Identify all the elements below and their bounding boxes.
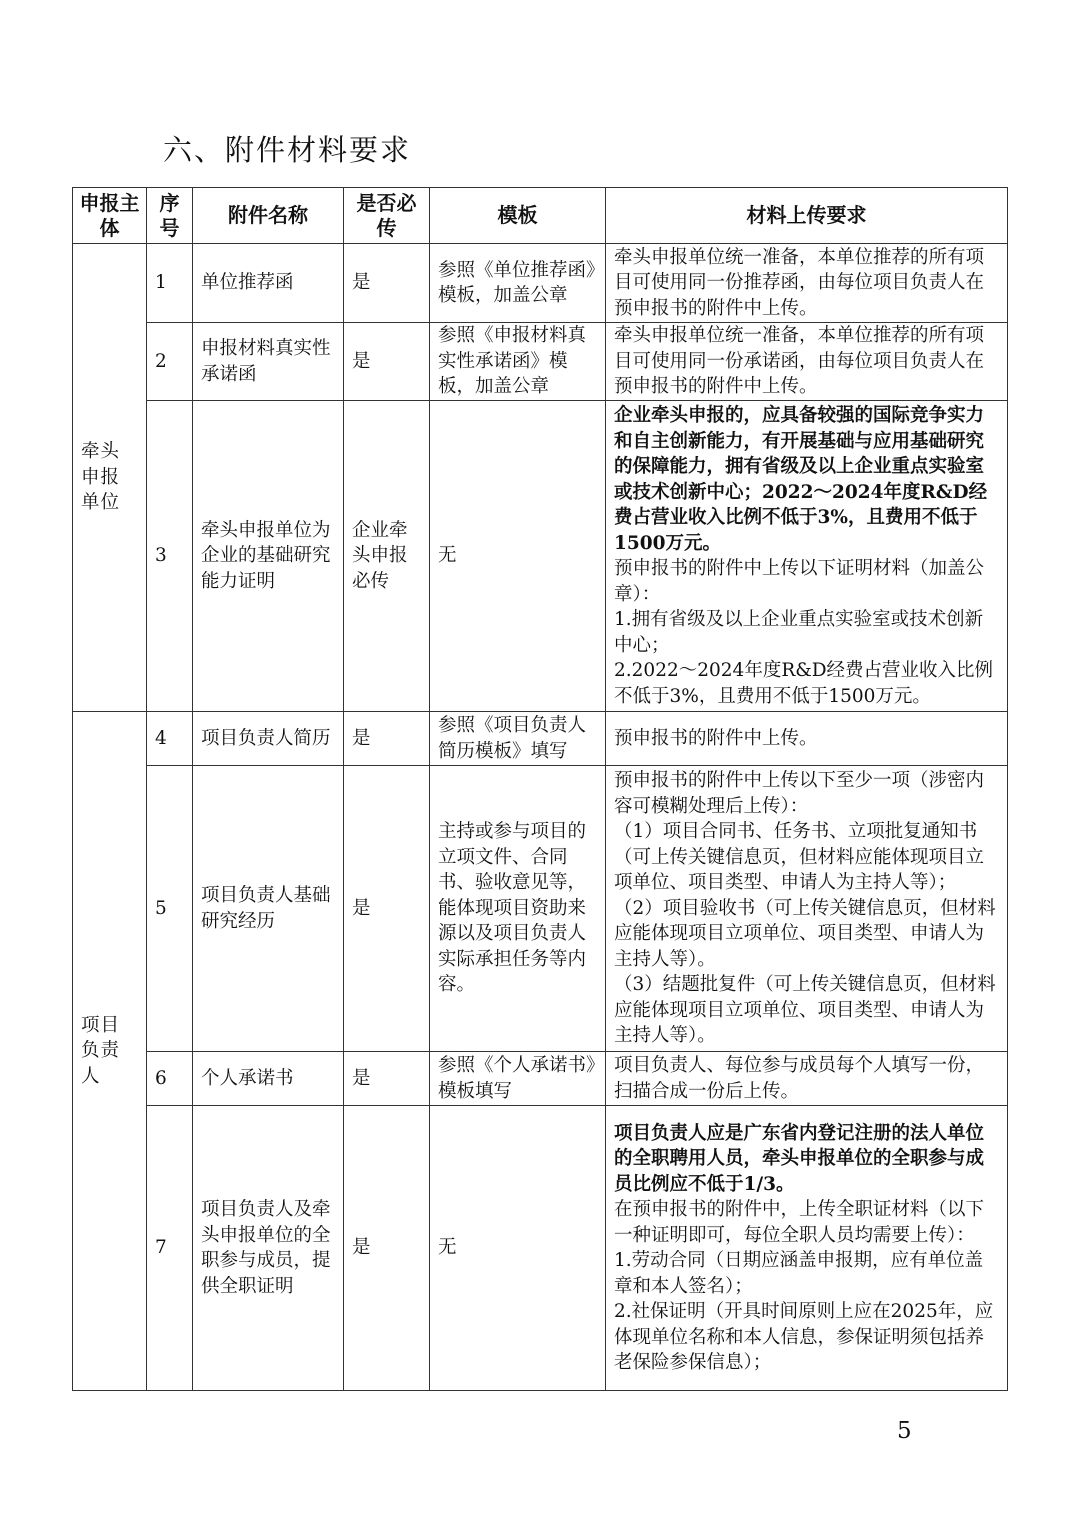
upload-text: 牵头申报单位统一准备，本单位推荐的所有项目可使用同一份承诺函，由每位项目负责人在预申报书的附件中上传。	[614, 325, 985, 398]
upload-text: 2.2022～2024年度R&D经费占营业收入比例不低于3%，且费用不低于1500万元。	[614, 660, 994, 707]
seq-cell: 7	[147, 1106, 193, 1391]
name-cell: 单位推荐函	[193, 244, 344, 323]
upload-cell	[606, 401, 1008, 712]
upload-text: 2.社保证明（开具时间原则上应在2025年，应体现单位名称和本人信息，参保证明须包括养老保险参保信息）；	[614, 1301, 994, 1373]
upload-text: 1.劳动合同（日期应涵盖申报期，应有单位盖章和本人签名）；	[614, 1250, 984, 1297]
template-cell: 参照《项目负责人简历模板》填写	[430, 712, 606, 766]
required-cell: 是	[344, 712, 430, 766]
header-subject: 申报主体	[73, 188, 147, 244]
template-cell: 参照《申报材料真实性承诺函》模板，加盖公章	[430, 323, 606, 401]
template-cell: 无	[430, 1106, 606, 1391]
table-row	[73, 244, 1008, 323]
header-required: 是否必传	[344, 188, 430, 244]
upload-cell	[606, 323, 1008, 401]
attachment-requirements-table	[72, 187, 1008, 1391]
table-row	[73, 766, 1008, 1052]
name-cell: 申报材料真实性承诺函	[193, 323, 344, 401]
upload-cell	[606, 1106, 1008, 1391]
required-cell: 是	[344, 244, 430, 323]
upload-emphasis: 企业牵头申报的，应具备较强的国际竞争实力和自主创新能力，有开展基础与应用基础研究的保障能力，拥有省级及以上企业重点实验室或技术创新中心；2022～2024年度R&D经费占营业收入比例不低于3%，且费用不低于1500万元。	[614, 405, 988, 554]
required-cell: 是	[344, 766, 430, 1052]
upload-text: 1.拥有省级及以上企业重点实验室或技术创新中心；	[614, 609, 984, 656]
template-cell: 参照《个人承诺书》模板填写	[430, 1052, 606, 1106]
template-cell: 主持或参与项目的立项文件、合同书、验收意见等，能体现项目资助来源以及项目负责人实际承担任务等内容。	[430, 766, 606, 1052]
upload-cell	[606, 1052, 1008, 1106]
name-cell: 项目负责人及牵头申报单位的全职参与成员，提供全职证明	[193, 1106, 344, 1391]
template-cell: 无	[430, 401, 606, 712]
table-row	[73, 712, 1008, 766]
table-row	[73, 1052, 1008, 1106]
upload-text: 在预申报书的附件中，上传全职证材料（以下一种证明即可，每位全职人员均需要上传）：	[614, 1199, 985, 1246]
seq-cell: 5	[147, 766, 193, 1052]
name-cell: 项目负责人简历	[193, 712, 344, 766]
subject-cell: 项目负责人	[73, 712, 147, 1391]
header-template: 模板	[430, 188, 606, 244]
upload-text: 预申报书的附件中上传以下证明材料（加盖公章）：	[614, 558, 985, 605]
table-header-row	[73, 188, 1008, 244]
seq-cell: 6	[147, 1052, 193, 1106]
table-row	[73, 1106, 1008, 1391]
section-heading: 六、附件材料要求	[163, 133, 412, 167]
table-row	[73, 401, 1008, 712]
name-cell: 项目负责人基础研究经历	[193, 766, 344, 1052]
header-upload: 材料上传要求	[606, 188, 1008, 244]
required-cell: 是	[344, 323, 430, 401]
seq-cell: 2	[147, 323, 193, 401]
required-cell: 企业牵头申报必传	[344, 401, 430, 712]
upload-text: （2）项目验收书（可上传关键信息页，但材料应能体现项目立项单位、项目类型、申请人为主持人等）。	[614, 897, 996, 970]
upload-text: （3）结题批复件（可上传关键信息页，但材料应能体现项目立项单位、项目类型、申请人为主持人等）。	[614, 974, 996, 1047]
upload-text: 预申报书的附件中上传以下至少一项（涉密内容可模糊处理后上传）：	[614, 770, 985, 817]
name-cell: 牵头申报单位为企业的基础研究能力证明	[193, 401, 344, 712]
upload-text: 预申报书的附件中上传。	[614, 727, 818, 749]
upload-emphasis: 项目负责人应是广东省内登记注册的法人单位的全职聘用人员，牵头申报单位的全职参与成员比例应不低于1/3。	[614, 1122, 985, 1195]
upload-cell	[606, 244, 1008, 323]
seq-cell: 4	[147, 712, 193, 766]
table-row	[73, 323, 1008, 401]
header-name: 附件名称	[193, 188, 344, 244]
seq-cell: 1	[147, 244, 193, 323]
subject-cell: 牵头申报单位	[73, 244, 147, 712]
upload-text: （1）项目合同书、任务书、立项批复通知书（可上传关键信息页，但材料应能体现项目立项单位、项目类型、申请人为主持人等）；	[614, 821, 985, 894]
header-seq: 序号	[147, 188, 193, 244]
page-number: 5	[897, 1418, 912, 1444]
required-cell: 是	[344, 1106, 430, 1391]
required-cell: 是	[344, 1052, 430, 1106]
seq-cell: 3	[147, 401, 193, 712]
upload-cell	[606, 712, 1008, 766]
template-cell: 参照《单位推荐函》模板，加盖公章	[430, 244, 606, 323]
name-cell: 个人承诺书	[193, 1052, 344, 1106]
upload-cell	[606, 766, 1008, 1052]
upload-text: 牵头申报单位统一准备，本单位推荐的所有项目可使用同一份推荐函，由每位项目负责人在预申报书的附件中上传。	[614, 246, 985, 319]
upload-text: 项目负责人、每位参与成员每个人填写一份，扫描合成一份后上传。	[614, 1055, 985, 1102]
